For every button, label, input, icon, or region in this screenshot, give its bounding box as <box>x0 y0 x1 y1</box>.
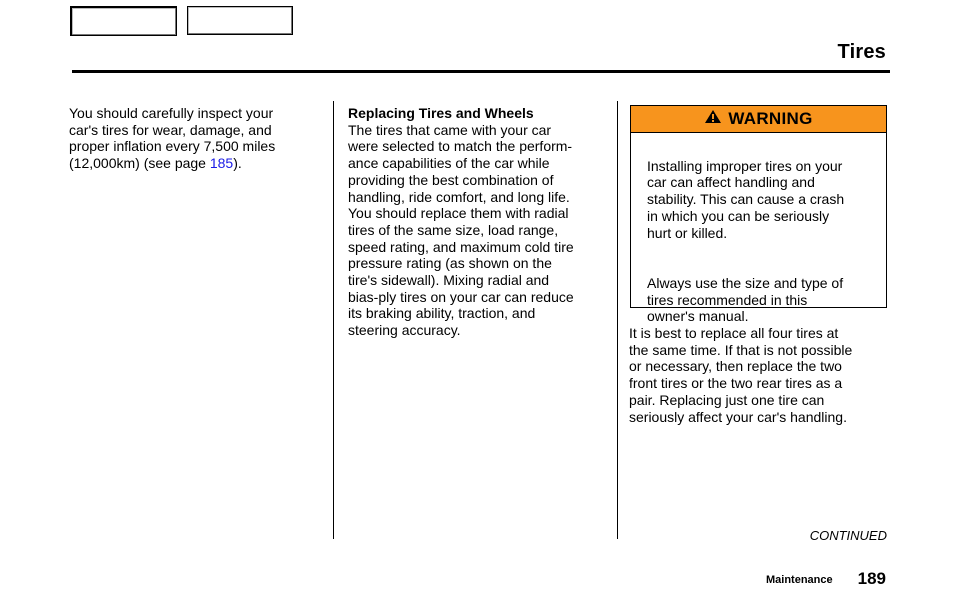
warning-header <box>631 106 886 133</box>
column-divider <box>617 101 618 539</box>
column-divider <box>333 101 334 539</box>
inspection-text: You should carefully inspect your car's tires for wear, damage, and proper inflation every 7,500 miles (12,000km) (see page <box>69 105 276 172</box>
nav-button-2[interactable] <box>187 6 293 35</box>
replacing-tires-section <box>348 105 610 339</box>
page-number: 189 <box>857 569 886 588</box>
section-heading: Replacing Tires and Wheels <box>348 105 534 121</box>
replacing-tires-text: The tires that came with your car were selected to match the perform- ance capabilities of the car while providing the best combination of handling, ride comfort, and long life. You should replace them with radial tires of the same size, load range, speed rating, and maximum cold tire pressure rating (as shown on the tire's sidewall). Mixing radial and bias-ply tires on your car can reduce its braking ability, traction, and steering accuracy. <box>348 121 574 339</box>
page-title: Tires <box>837 41 886 63</box>
warning-box <box>630 105 887 325</box>
nav-button-1[interactable] <box>70 6 177 36</box>
warning-label: WARNING <box>728 109 813 128</box>
warning-triangle-icon <box>704 109 728 129</box>
page-185-link[interactable]: 185 <box>209 155 234 172</box>
inspection-text-end: ). <box>233 155 242 172</box>
continued-label: CONTINUED <box>809 528 887 543</box>
warning-text-2: Always use the size and type of tires recommended in this owner's manual. <box>647 274 844 325</box>
warning-text-1: Installing improper tires on your car can affect handling and stability. This can cause a crash in which you can be seriously hurt or killed. <box>647 157 845 241</box>
inspection-paragraph <box>69 105 324 172</box>
footer-section-name: Maintenance <box>766 574 833 586</box>
header-rule <box>72 70 890 73</box>
replace-all-paragraph: It is best to replace all four tires at the same time. If that is not possible or necessary, then replace the two front tires or the two rear tires as a pair. Replacing just one tire can seriously affect your car's handling. <box>629 325 853 425</box>
